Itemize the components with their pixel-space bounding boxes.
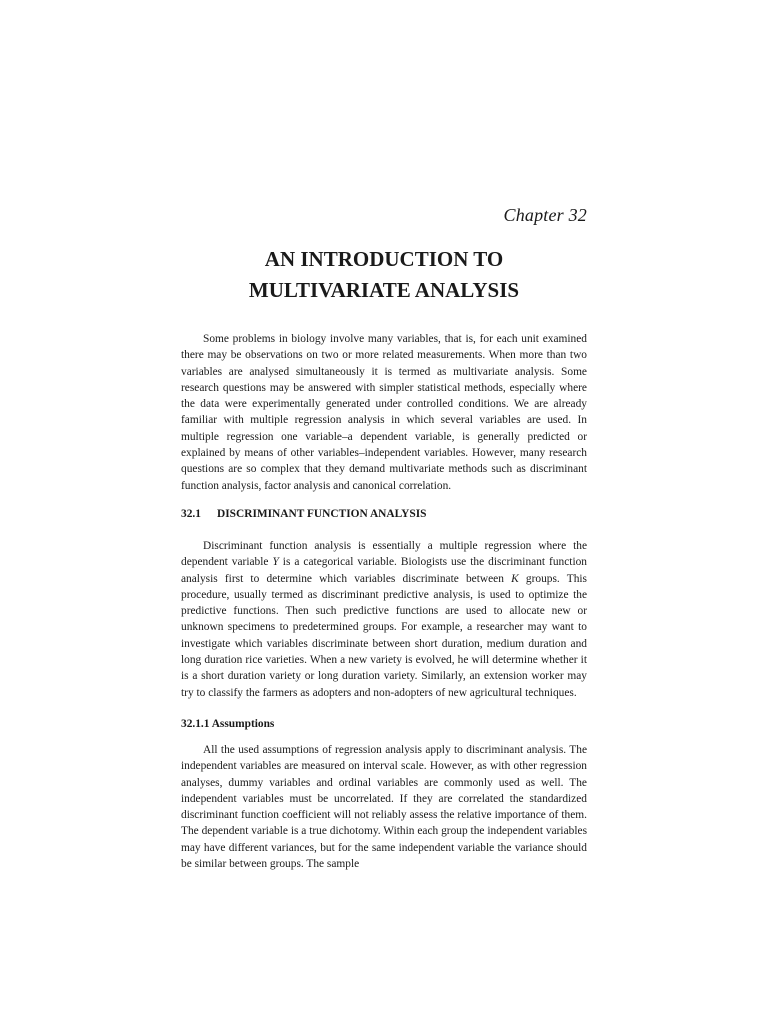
text-segment: groups. This procedure, usually termed as discriminant predictive analysis, is used to optimize the predictive functions. Then such predictive functions are used to allocate new or unknown specimens to predetermined groups. For example, a researcher may want to investigate which variables discriminate between short duration, medium duration and long duration rice varieties. When a new variety is evolved, he will determine whether it is a short duration variety or long duration variety. Similarly, an extension worker may try to classify the farmers as adopters and non-adopters of new agricultural techniques.	[181, 572, 587, 699]
intro-paragraph: Some problems in biology involve many variables, that is, for each unit examined there may be observations on two or more related measurements. When more than two variables are analysed simultaneously it is termed as multivariate analysis. Some research questions may be answered with simpler statistical methods, especially where the data were experimentally generated under controlled conditions. We are already familiar with multiple regression analysis in which several variables are used. In multiple regression one variable–a dependent variable, is generally predicted or explained by means of other variables–independent variables. However, many research questions are so complex that they demand multivariate methods such as discriminant function analysis, factor analysis and canonical correlation.	[181, 333, 587, 492]
intro-paragraph-block	[181, 331, 587, 494]
section-title: DISCRIMINANT FUNCTION ANALYSIS	[217, 508, 427, 520]
chapter-title-line-2: MULTIVARIATE ANALYSIS	[248, 278, 520, 302]
assumptions-paragraph: All the used assumptions of regression analysis apply to discriminant analysis. The independent variables are measured on interval scale. However, as with other regression analyses, dummy variables and ordinal variables are commonly used as well. The independent variables must be uncorrelated. If they are correlated the standardized discriminant function coefficient will not reliably assess the relative importance of them. The dependent variable is a true dichotomy. Within each group the independent variables may have different variances, but for the same independent variable the variance should be similar between groups. The sample	[181, 744, 587, 871]
text-segment: Discriminant function analysis is essentially a multiple regression where the dependent variable	[181, 540, 587, 569]
section-heading-32-1	[181, 508, 427, 520]
assumptions-paragraph-block	[181, 742, 587, 872]
section-32-1-paragraph	[181, 538, 587, 701]
variable-y: Y	[272, 556, 279, 569]
subsection-heading-assumptions: 32.1.1 Assumptions	[181, 718, 275, 730]
section-number: 32.1	[181, 508, 201, 520]
chapter-title-line-1: AN INTRODUCTION TO	[264, 247, 504, 271]
variable-k: K	[511, 572, 519, 585]
chapter-label: Chapter 32	[503, 205, 587, 225]
section-32-1-paragraph-block	[181, 538, 587, 701]
chapter-title	[170, 244, 598, 306]
text-segment: is a categorical variable. Biologists use the discriminant function analysis first to determine which variables discriminate between	[181, 556, 588, 585]
